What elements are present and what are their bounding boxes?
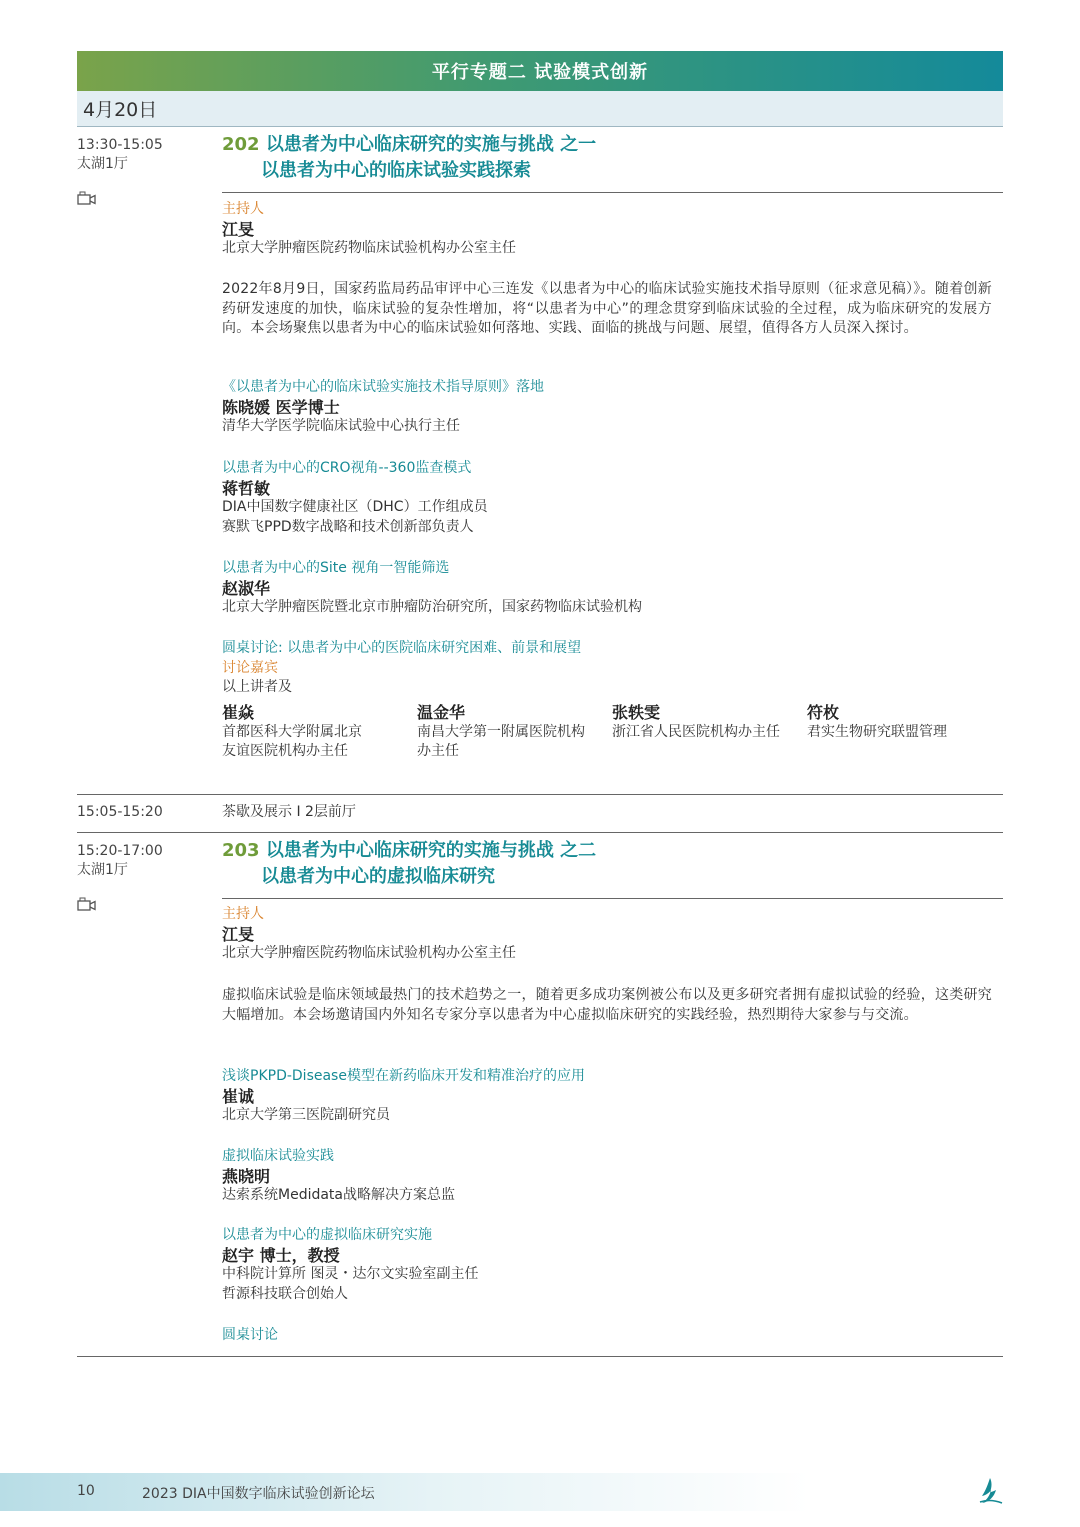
roundtable-title: 圆桌讨论: 以患者为中心的医院临床研究困难、前景和展望 [222,640,582,656]
divider [222,192,1003,193]
panelist-name: 温金华 [417,703,466,722]
talk-topic: 以患者为中心的CRO视角--360监查模式 [222,460,472,476]
banner-title: 平行专题二 试验模式创新 [431,62,649,83]
host-label: 主持人 [222,201,264,217]
session202-title-line2: 以患者为中心的临床试验实践探索 [261,160,531,181]
panel-intro: 以上讲者及 [222,679,292,695]
divider [77,1356,1003,1357]
panel-label: 讨论嘉宾 [222,659,278,676]
host-org: 北京大学肿瘤医院药物临床试验机构办公室主任 [222,240,516,256]
panelist-name: 张轶雯 [612,703,661,722]
talk-speaker: 陈晓媛 医学博士 [222,397,340,417]
talk-org-2: 赛默飞PPD数字战略和技术创新部负责人 [222,518,474,535]
talk-topic: 浅谈PKPD-Disease模型在新药临床开发和精准治疗的应用 [222,1068,585,1084]
divider [77,794,1003,795]
talk-topic: 以患者为中心的虚拟临床研究实施 [222,1227,432,1243]
talk-item [222,1067,992,1126]
host-name: 江旻 [222,924,255,944]
talk-org: 北京大学第三医院副研究员 [222,1107,390,1123]
section-banner [77,51,1003,91]
talk-org: 达索系统Medidata战略解决方案总监 [222,1187,456,1203]
talk-org: 中科院计算所 图灵・达尔文实验室副主任 [222,1266,479,1282]
session203-time-block [77,842,163,880]
talk-topic: 以患者为中心的Site 视角一智能筛选 [222,560,450,576]
talk-speaker: 蒋哲敏 [222,478,271,498]
host-org: 北京大学肿瘤医院药物临床试验机构办公室主任 [222,945,516,961]
dia-logo-icon [976,1476,1004,1506]
panelist-org: 南昌大学第一附属医院机构办主任 [417,724,585,759]
panelist-name: 符枚 [807,703,840,722]
camera-icon [77,897,97,911]
talk-org: 清华大学医学院临床试验中心执行主任 [222,418,460,434]
roundtable-block [222,639,992,698]
date-band [77,91,1003,127]
talk-org: 北京大学肿瘤医院暨北京市肿瘤防治研究所，国家药物临床试验机构 [222,599,642,615]
session202-room: 太湖1厅 [77,156,128,172]
session202-title-line1: 以患者为中心临床研究的实施与挑战 之一 [265,134,597,155]
talk-org: DIA中国数字健康社区（DHC）工作组成员 [222,499,488,515]
session203-number: 203 [222,840,260,861]
talk-speaker: 赵宇 博士，教授 [222,1245,340,1265]
session203-description: 虚拟临床试验是临床领域最热门的技术趋势之一，随着更多成功案例被公布以及更多研究者拥有虚拟试验的经验，这类研究大幅增加。本会场邀请国内外知名专家分享以患者为中心虚拟临床研究的实践经验，热烈期待大家参与与交流。 [222,987,992,1023]
talk-item [222,1147,992,1206]
divider [222,898,1003,899]
talk-item [222,459,992,537]
panelists [222,703,1002,761]
panelist-org: 首都医科大学附属北京友谊医院机构办主任 [222,724,362,759]
panelist-org: 浙江省人民医院机构办主任 [612,724,780,740]
session203-room: 太湖1厅 [77,862,128,878]
footer-title: 2023 DIA中国数字临床试验创新论坛 [142,1486,375,1502]
break-time: 15:05-15:20 [77,804,163,820]
session203-title-line2: 以患者为中心的虚拟临床研究 [261,866,495,887]
panelist [417,703,592,761]
divider [77,832,1003,833]
talk-item [222,1226,992,1304]
talk-org-2: 哲源科技联合创始人 [222,1285,348,1302]
panelist [612,703,807,761]
session203-host [222,905,992,964]
camera-icon [77,191,97,205]
session203-title [222,838,596,890]
break-text: 茶歇及展示 I 2层前厅 [222,804,356,820]
host-label: 主持人 [222,906,264,922]
session202-host [222,200,992,259]
talk-speaker: 燕晓明 [222,1166,271,1186]
session202-time: 13:30-15:05 [77,137,163,153]
session202-number: 202 [222,134,260,155]
session202-description: 2022年8月9日，国家药监局药品审评中心三连发《以患者为中心的临床试验实施技术指导原则（征求意见稿）》。随着创新药研发速度的加快，临床试验的复杂性增加，将“以患者为中心”的理念贯穿到临床试验的全过程，成为临床研究的发展方向。本会场聚焦以患者为中心的临床试验如何落地、实践、面临的挑战与问题、展望，值得各方人员深入探讨。 [222,281,992,336]
talk-topic: 虚拟临床试验实践 [222,1148,334,1164]
session203-title-line1: 以患者为中心临床研究的实施与挑战 之二 [265,840,597,861]
session202-time-block [77,136,163,174]
host-name: 江旻 [222,219,255,239]
talk-speaker: 赵淑华 [222,578,271,598]
page-number: 10 [77,1483,95,1499]
talk-item [222,378,992,437]
talk-speaker: 崔诚 [222,1086,255,1106]
panelist-name: 崔焱 [222,703,255,722]
panelist [807,703,1002,761]
talk-item [222,559,992,618]
date-label: 4月20日 [83,99,158,121]
roundtable-title: 圆桌讨论 [222,1327,278,1343]
session202-title [222,132,596,184]
panelist-org: 君实生物研究联盟管理 [807,724,947,740]
talk-topic: 《以患者为中心的临床试验实施技术指导原则》落地 [222,379,544,395]
session203-time: 15:20-17:00 [77,843,163,859]
panelist [222,703,372,761]
